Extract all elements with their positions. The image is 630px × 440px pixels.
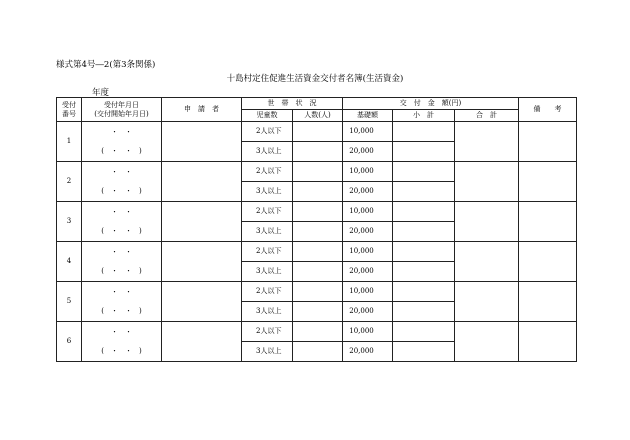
header-subtotal: 小 計 <box>393 110 455 122</box>
base-amount: 10,000 <box>343 202 393 222</box>
subtotal-cell[interactable] <box>393 222 455 242</box>
remarks-cell[interactable] <box>519 162 577 202</box>
persons-cell[interactable] <box>293 242 343 262</box>
children-count: 3人以上 <box>242 142 293 162</box>
persons-cell[interactable] <box>293 282 343 302</box>
receipt-date: ・ ・ <box>111 127 132 136</box>
children-count: 2人以下 <box>242 122 293 142</box>
base-amount: 10,000 <box>343 242 393 262</box>
total-cell[interactable] <box>455 122 519 162</box>
start-date: ( ・ ・ ) <box>101 266 142 275</box>
persons-cell[interactable] <box>293 222 343 242</box>
persons-cell[interactable] <box>293 342 343 362</box>
remarks-cell[interactable] <box>519 122 577 162</box>
applicant-cell[interactable] <box>162 282 242 322</box>
receipt-date-cell[interactable] <box>82 202 162 242</box>
persons-cell[interactable] <box>293 302 343 322</box>
total-cell[interactable] <box>455 282 519 322</box>
base-amount: 20,000 <box>343 342 393 362</box>
children-count: 2人以下 <box>242 162 293 182</box>
persons-cell[interactable] <box>293 142 343 162</box>
grant-recipient-ledger <box>56 97 577 362</box>
table-row <box>57 322 577 342</box>
subtotal-cell[interactable] <box>393 202 455 222</box>
remarks-cell[interactable] <box>519 322 577 362</box>
receipt-date: ・ ・ <box>111 327 132 336</box>
children-count: 2人以下 <box>242 242 293 262</box>
subtotal-cell[interactable] <box>393 122 455 142</box>
header-persons: 人数(人) <box>293 110 343 122</box>
children-count: 3人以上 <box>242 182 293 202</box>
receipt-date: ・ ・ <box>111 287 132 296</box>
receipt-date-cell[interactable] <box>82 122 162 162</box>
persons-cell[interactable] <box>293 202 343 222</box>
applicant-cell[interactable] <box>162 242 242 282</box>
header-grant-amount: 交 付 金 額(円) <box>343 98 519 110</box>
persons-cell[interactable] <box>293 182 343 202</box>
receipt-number: 2 <box>57 162 82 202</box>
remarks-cell[interactable] <box>519 202 577 242</box>
subtotal-cell[interactable] <box>393 302 455 322</box>
applicant-cell[interactable] <box>162 322 242 362</box>
receipt-date-cell[interactable] <box>82 282 162 322</box>
persons-cell[interactable] <box>293 122 343 142</box>
subtotal-cell[interactable] <box>393 162 455 182</box>
total-cell[interactable] <box>455 202 519 242</box>
receipt-number: 6 <box>57 322 82 362</box>
children-count: 2人以下 <box>242 282 293 302</box>
children-count: 2人以下 <box>242 322 293 342</box>
receipt-number: 5 <box>57 282 82 322</box>
receipt-number: 4 <box>57 242 82 282</box>
document-title: 十島村定住促進生活資金交付者名簿(生活資金) <box>226 74 404 84</box>
remarks-cell[interactable] <box>519 282 577 322</box>
base-amount: 10,000 <box>343 282 393 302</box>
start-date: ( ・ ・ ) <box>101 226 142 235</box>
table-row <box>57 282 577 302</box>
remarks-cell[interactable] <box>519 242 577 282</box>
receipt-date-cell[interactable] <box>82 242 162 282</box>
header-children: 児童数 <box>242 110 293 122</box>
subtotal-cell[interactable] <box>393 282 455 302</box>
base-amount: 20,000 <box>343 222 393 242</box>
table-row <box>57 162 577 182</box>
header-household-status: 世 帯 状 況 <box>242 98 343 110</box>
receipt-date-cell[interactable] <box>82 162 162 202</box>
total-cell[interactable] <box>455 242 519 282</box>
applicant-cell[interactable] <box>162 202 242 242</box>
subtotal-cell[interactable] <box>393 242 455 262</box>
table-row <box>57 202 577 222</box>
children-count: 2人以下 <box>242 202 293 222</box>
receipt-date-cell[interactable] <box>82 322 162 362</box>
base-amount: 10,000 <box>343 322 393 342</box>
subtotal-cell[interactable] <box>393 322 455 342</box>
header-receipt-no: 受付 番号 <box>57 98 82 122</box>
header-base-amount: 基礎額 <box>343 110 393 122</box>
applicant-cell[interactable] <box>162 162 242 202</box>
start-date: ( ・ ・ ) <box>101 346 142 355</box>
fiscal-year-label: 年度 <box>92 88 110 98</box>
total-cell[interactable] <box>455 162 519 202</box>
base-amount: 20,000 <box>343 142 393 162</box>
table-row <box>57 242 577 262</box>
subtotal-cell[interactable] <box>393 142 455 162</box>
header-applicant: 申 請 者 <box>162 98 242 122</box>
base-amount: 20,000 <box>343 182 393 202</box>
persons-cell[interactable] <box>293 262 343 282</box>
total-cell[interactable] <box>455 322 519 362</box>
header-receipt-date: 受付年月日 (交付開始年月日) <box>82 98 162 122</box>
base-amount: 20,000 <box>343 262 393 282</box>
receipt-number: 1 <box>57 122 82 162</box>
receipt-date: ・ ・ <box>111 167 132 176</box>
children-count: 3人以上 <box>242 262 293 282</box>
start-date: ( ・ ・ ) <box>101 146 142 155</box>
receipt-date: ・ ・ <box>111 207 132 216</box>
subtotal-cell[interactable] <box>393 342 455 362</box>
persons-cell[interactable] <box>293 322 343 342</box>
subtotal-cell[interactable] <box>393 262 455 282</box>
form-number: 様式第4号―2(第3条関係) <box>56 60 156 70</box>
base-amount: 10,000 <box>343 162 393 182</box>
children-count: 3人以上 <box>242 302 293 322</box>
header-total: 合 計 <box>455 110 519 122</box>
header-remarks: 備 考 <box>519 98 577 122</box>
applicant-cell[interactable] <box>162 122 242 162</box>
persons-cell[interactable] <box>293 162 343 182</box>
children-count: 3人以上 <box>242 222 293 242</box>
receipt-number: 3 <box>57 202 82 242</box>
base-amount: 10,000 <box>343 122 393 142</box>
base-amount: 20,000 <box>343 302 393 322</box>
subtotal-cell[interactable] <box>393 182 455 202</box>
children-count: 3人以上 <box>242 342 293 362</box>
start-date: ( ・ ・ ) <box>101 186 142 195</box>
table-row <box>57 122 577 142</box>
receipt-date: ・ ・ <box>111 247 132 256</box>
start-date: ( ・ ・ ) <box>101 306 142 315</box>
